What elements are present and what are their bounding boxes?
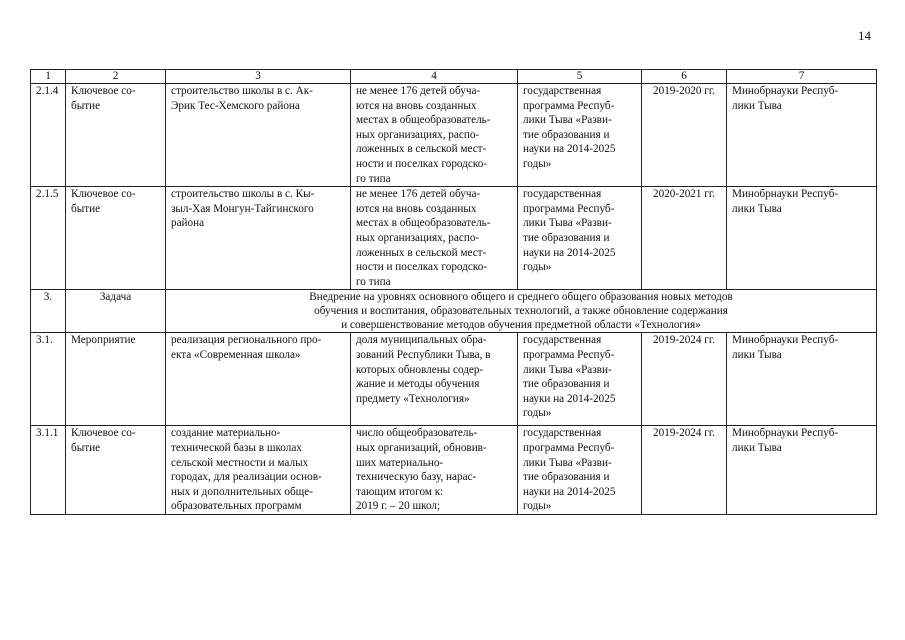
task-description: Внедрение на уровнях основного общего и среднего общего образования новых методов обучения и воспитания, образовательных технологий, а также обновление содержания и совершенствование методов обучения предметной области «Технология»	[166, 290, 877, 333]
row-number: 3.1.1	[31, 426, 66, 515]
row-source: государственная программа Респуб- лики Тыва «Разви- тие образования и науки на 2014-2025 годы»	[518, 187, 642, 290]
row-number: 3.	[31, 290, 66, 333]
table-row	[31, 187, 877, 290]
row-type: Ключевое со- бытие	[66, 426, 166, 515]
column-header: 3	[166, 70, 351, 84]
table-row	[31, 426, 877, 515]
row-description: строительство школы в с. Ак- Эрик Тес-Хемского района	[166, 84, 351, 187]
plan-table	[30, 69, 877, 515]
row-description: реализация регионального про- екта «Современная школа»	[166, 333, 351, 426]
row-source: государственная программа Респуб- лики Тыва «Разви- тие образования и науки на 2014-2025 годы»	[518, 426, 642, 515]
column-header: 4	[351, 70, 518, 84]
row-description: создание материально- технической базы в школах сельской местности и малых городах, для реализации основ- ных и дополнительных обще- образовательных программ	[166, 426, 351, 515]
row-indicator: доля муниципальных обра- зований Республики Тыва, в которых обновлены содер- жание и методы обучения предмету «Технология»	[351, 333, 518, 426]
table-row	[31, 290, 877, 333]
row-type: Задача	[66, 290, 166, 333]
row-indicator: не менее 176 детей обуча- ются на вновь созданных местах в общеобразователь- ных организациях, распо- ложенных в сельской мест- ности и поселках городско- го типа	[351, 187, 518, 290]
row-number: 2.1.4	[31, 84, 66, 187]
row-indicator: число общеобразователь- ных организаций, обновив- ших материально- техническую базу, нарас- тающим итогом к: 2019 г. – 20 школ;	[351, 426, 518, 515]
column-header: 5	[518, 70, 642, 84]
row-type: Ключевое со- бытие	[66, 187, 166, 290]
column-header: 7	[727, 70, 877, 84]
row-period: 2020-2021 гг.	[642, 187, 727, 290]
row-responsible: Минобрнауки Респуб- лики Тыва	[727, 426, 877, 515]
row-type: Мероприятие	[66, 333, 166, 426]
row-indicator: не менее 176 детей обуча- ются на вновь созданных местах в общеобразователь- ных организациях, распо- ложенных в сельской мест- ности и поселках городско- го типа	[351, 84, 518, 187]
column-header: 2	[66, 70, 166, 84]
row-period: 2019-2024 гг.	[642, 333, 727, 426]
page-number: 14	[858, 28, 871, 43]
row-responsible: Минобрнауки Респуб- лики Тыва	[727, 333, 877, 426]
table-row	[31, 333, 877, 426]
row-number: 3.1.	[31, 333, 66, 426]
table-row	[31, 84, 877, 187]
table-header-row	[31, 70, 877, 84]
row-responsible: Минобрнауки Респуб- лики Тыва	[727, 84, 877, 187]
column-header: 6	[642, 70, 727, 84]
column-header: 1	[31, 70, 66, 84]
row-type: Ключевое со- бытие	[66, 84, 166, 187]
row-responsible: Минобрнауки Респуб- лики Тыва	[727, 187, 877, 290]
row-period: 2019-2024 гг.	[642, 426, 727, 515]
row-description: строительство школы в с. Кы- зыл-Хая Монгун-Тайгинского района	[166, 187, 351, 290]
row-source: государственная программа Респуб- лики Тыва «Разви- тие образования и науки на 2014-2025 годы»	[518, 333, 642, 426]
row-number: 2.1.5	[31, 187, 66, 290]
row-source: государственная программа Респуб- лики Тыва «Разви- тие образования и науки на 2014-2025 годы»	[518, 84, 642, 187]
row-period: 2019-2020 гг.	[642, 84, 727, 187]
